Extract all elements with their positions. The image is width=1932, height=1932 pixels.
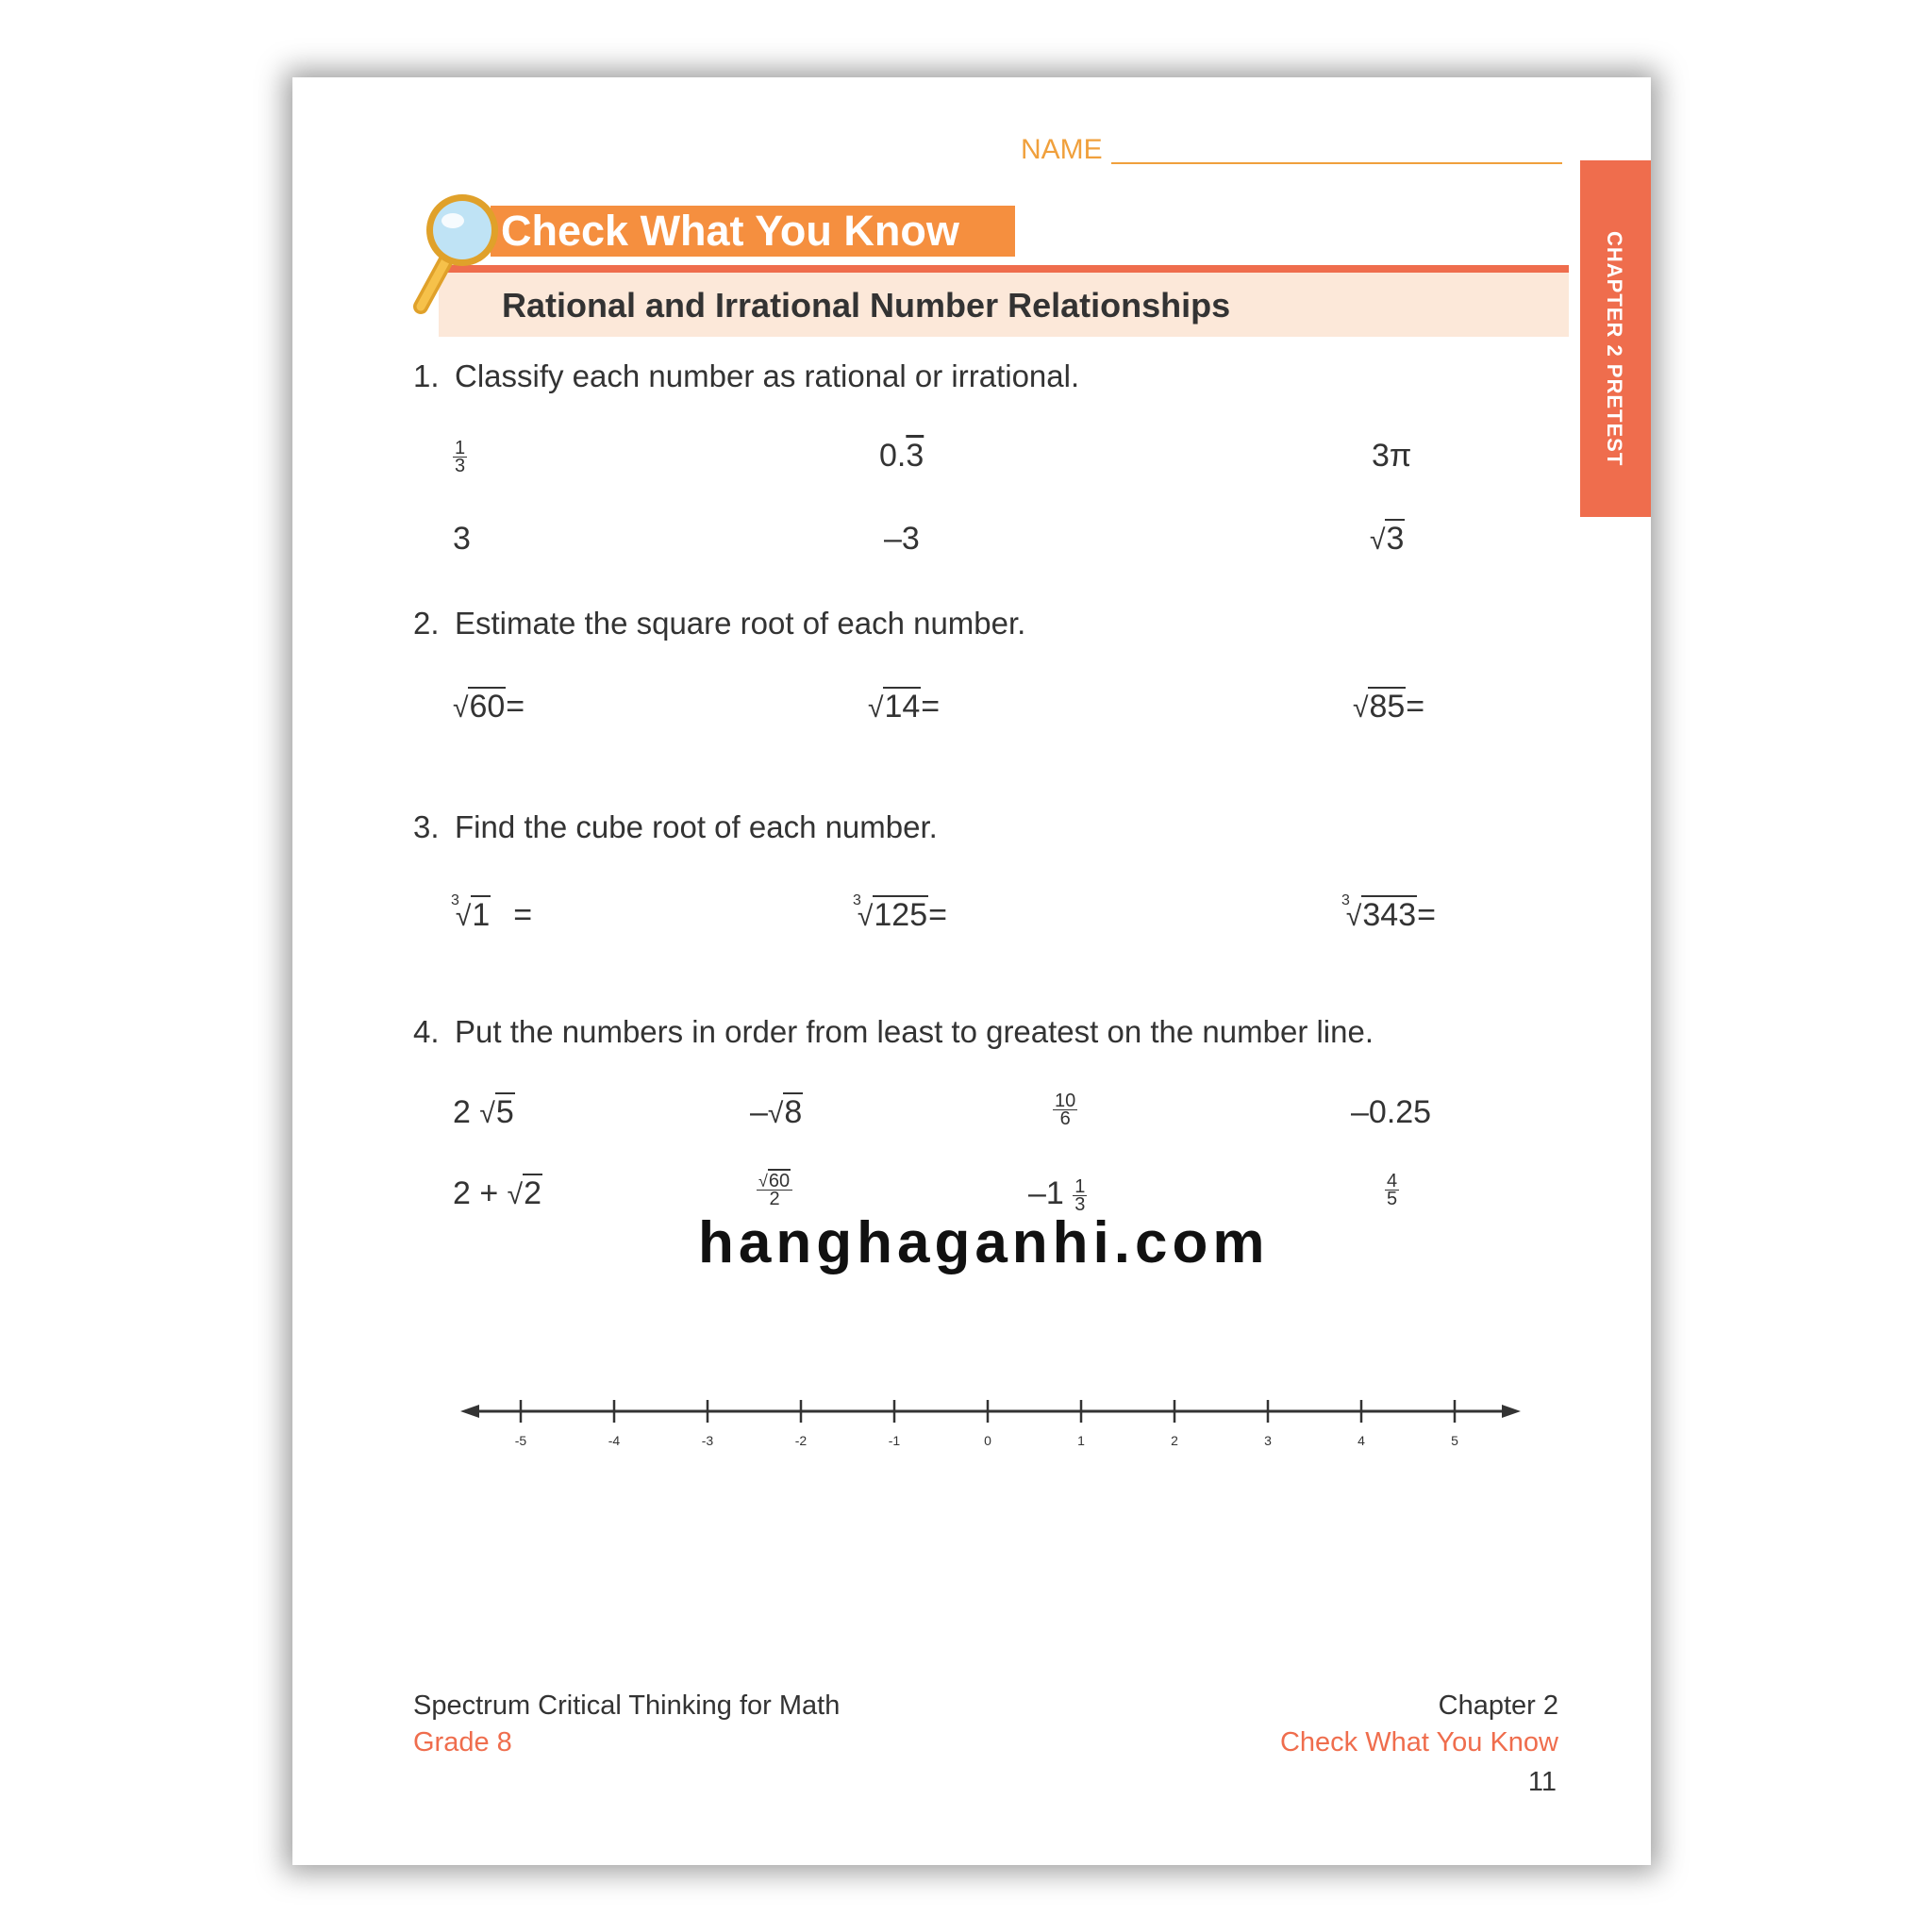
question-1 [413,358,1079,394]
radical-icon: √ [479,1098,495,1129]
number-line-tick-label: 3 [1264,1433,1272,1448]
q2-sqrt-60: √60= [453,689,525,724]
number-line-tick-label: -2 [794,1433,808,1448]
radical-icon: √ [1345,901,1362,932]
q1-sqrt-three: √3 [1370,521,1405,557]
number-line [453,1387,1528,1462]
page-title: Check What You Know [501,207,959,255]
radical-icon: √ [857,901,874,932]
q3-cbrt-343: $^3$√343= [1341,892,1436,933]
q1-three: 3 [453,521,471,557]
number-line-tick-label: 4 [1357,1433,1365,1448]
footer-book-title: Spectrum Critical Thinking for Math [413,1690,841,1721]
question-number: 3. [413,809,440,844]
name-label: NAME [1021,134,1103,165]
watermark: hanghaganhi.com [698,1210,1270,1275]
number-line-tick-label: -4 [608,1433,621,1448]
magnifier-icon [409,189,504,321]
q4-two-plus-sqrt-two: 2 + √2 [453,1175,542,1211]
question-text: Estimate the square root of each number. [455,606,1026,641]
question-number: 4. [413,1014,440,1049]
question-number: 2. [413,606,440,641]
footer-chapter: Chapter 2 [1438,1690,1558,1721]
left-arrow-icon [460,1405,479,1418]
q3-cbrt-125: $^3$√125= [853,892,947,933]
footer-grade: Grade 8 [413,1727,512,1757]
page-subtitle: Rational and Irrational Number Relationships [502,286,1231,325]
page-number: 11 [1527,1767,1557,1797]
radical-icon: √ [1353,692,1369,724]
title-rule [439,265,1569,273]
right-arrow-icon [1502,1405,1521,1418]
number-line-tick-label: -1 [888,1433,901,1448]
q2-sqrt-14: √14= [868,689,941,724]
question-number: 1. [413,358,440,393]
number-line-tick-label: 0 [984,1433,991,1448]
chapter-tab-label: CHAPTER 2 PRETEST [1603,231,1626,467]
q1-repeating-decimal: 0.3 [879,438,924,474]
number-line-tick-label: 1 [1077,1433,1085,1448]
q4-ten-sixths: $\frac{10}{6}$ [1055,1090,1076,1129]
number-line-tick-label: -3 [701,1433,714,1448]
q2-sqrt-85: √85= [1353,689,1425,724]
radical-icon: √ [507,1179,524,1210]
q4-neg-one-third-mixed: –1 $\frac{1}{3}$ [1028,1175,1086,1215]
number-line-tick-label: -5 [514,1433,527,1448]
name-line [1111,162,1562,164]
radical-icon: √ [455,901,472,932]
radical-icon: √ [868,692,884,724]
q4-four-fifths: $\frac{4}{5}$ [1387,1170,1398,1209]
q4-neg-sqrt-eight: –√8 [750,1094,803,1130]
question-4 [413,1014,1374,1050]
worksheet-page [292,77,1651,1865]
radical-icon: √ [767,1098,784,1129]
number-line-tick-label: 2 [1171,1433,1178,1448]
question-3 [413,809,938,845]
q4-sqrt-sixty-over-two: $\frac{√60}{2}$ [757,1170,792,1208]
q1-negative-three: –3 [884,521,920,557]
radical-icon: √ [453,692,469,724]
question-text: Find the cube root of each number. [455,809,938,844]
question-2 [413,606,1025,641]
q1-fraction: $\frac{1}{3}$ [455,437,466,476]
q4-two-sqrt-five: 2 √5 [453,1094,514,1130]
question-text: Classify each number as rational or irrational. [455,358,1080,393]
q3-cbrt-1: $^3$√1 = [451,892,533,933]
question-text: Put the numbers in order from least to greatest on the number line. [455,1014,1374,1049]
number-line-tick-label: 5 [1451,1433,1458,1448]
q4-neg-quarter: –0.25 [1351,1094,1432,1130]
q1-three-pi: 3π [1372,438,1412,474]
radical-icon: √ [1370,525,1386,556]
footer-section: Check What You Know [1279,1727,1558,1757]
